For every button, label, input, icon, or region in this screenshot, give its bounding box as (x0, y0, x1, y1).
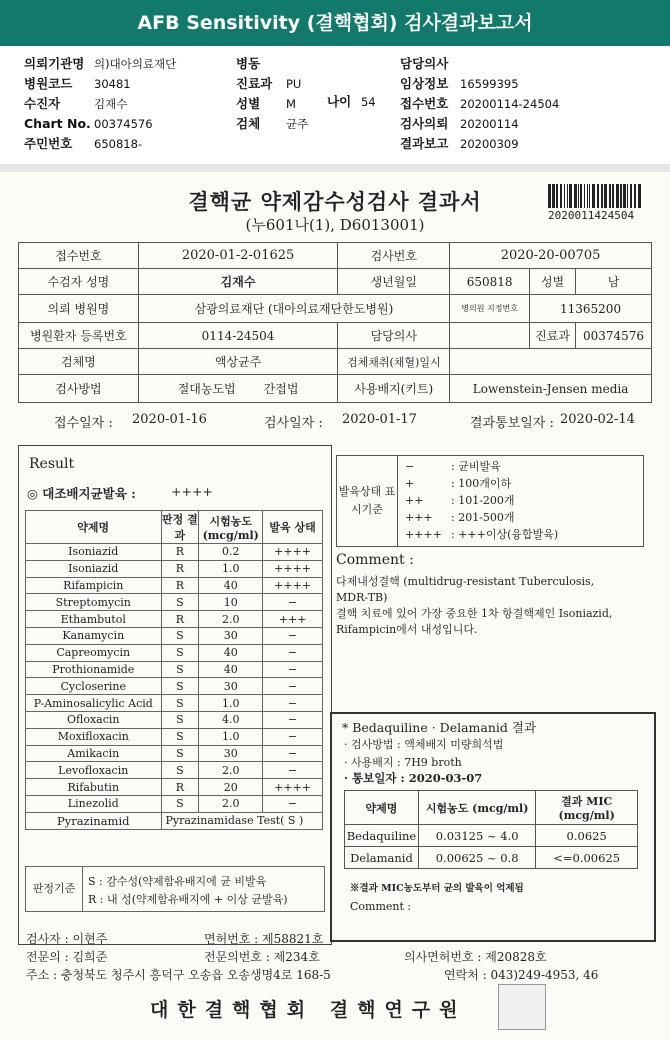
drug-cell-drug: Prothionamide (26, 661, 162, 678)
cell-label: 의뢰 병원명 (19, 295, 139, 323)
method-indirect: 간접법 (263, 382, 299, 396)
growth-symbol: + (405, 477, 415, 490)
drug-cell-g: +++ (263, 611, 323, 628)
info-row (236, 114, 308, 134)
barcode-bar (587, 184, 588, 208)
tested-date-label: 검사일자 : (264, 416, 323, 431)
method-absolute: 절대농도법 (177, 382, 236, 396)
contact: 연락처 : 043)249-4953, 46 (444, 968, 599, 982)
info-label: 병원코드 (24, 76, 73, 91)
cell-label: 담당의사 (338, 323, 450, 349)
growth-description: : +++이상(융합발육) (451, 528, 559, 541)
specialist-number: 전문의번호 : 제234호 (204, 950, 320, 964)
info-value: 20200309 (460, 137, 519, 151)
bed-conc: 0.03125 ~ 4.0 (418, 825, 535, 847)
specimen-name: 액상균주 (138, 349, 338, 375)
drug-cell-c: 30 (199, 745, 263, 762)
control-growth-label: ◎ 대조배지균발육 : (27, 486, 136, 501)
tester: 검사자 : 이현주 (26, 932, 108, 946)
test-method (138, 375, 338, 403)
info-label: 임상정보 (400, 76, 449, 91)
drug-cell-j: R (161, 560, 199, 577)
info-row (400, 134, 559, 154)
bedaquiline-notify-date: · 통보일자 : 2020-03-07 (344, 771, 483, 785)
info-label: 검체 (236, 116, 261, 131)
criteria-label: 판정기준 (26, 867, 83, 911)
table-row (26, 795, 323, 812)
growth-symbol: ++ (405, 494, 424, 507)
bedaquiline-title: * Bedaquiline · Delamanid 결과 (342, 720, 537, 735)
drug-cell-j: S (161, 644, 199, 661)
info-label: Chart No. (24, 116, 91, 131)
info-label: 의뢰기관명 (24, 56, 85, 71)
barcode-bar (560, 184, 562, 208)
info-value: 00374576 (94, 117, 153, 131)
doctor-value (450, 323, 530, 349)
barcode-bar (630, 184, 632, 208)
growth-criteria-box (336, 455, 644, 547)
barcode-bar (609, 184, 611, 208)
age-label: 나이 (327, 94, 352, 109)
sex-value: 남 (576, 269, 652, 295)
barcode-image (548, 184, 644, 208)
barcode-bar (592, 184, 595, 208)
info-row (400, 94, 559, 114)
info-row (24, 94, 176, 114)
barcode-bar (584, 184, 585, 208)
drug-cell-g: ++++ (263, 544, 323, 561)
drug-cell-g: ++++ (263, 779, 323, 796)
drug-cell-drug: Streptomycin (26, 594, 162, 611)
bedaquiline-medium: · 사용배지 : 7H9 broth (344, 756, 462, 769)
growth-symbol: ++++ (405, 528, 442, 541)
drug-cell-c: 1.0 (199, 560, 263, 577)
barcode-bar (623, 184, 626, 208)
bedaquiline-table (344, 790, 638, 869)
header-drug: 약제명 (345, 791, 419, 825)
cell-label: 검체채취(채혈)일시 (338, 349, 450, 375)
barcode-bar (638, 184, 641, 208)
growth-criteria-label: 발육상태 표시기준 (337, 456, 398, 546)
info-value: 의)대아의료재단 (94, 57, 177, 71)
growth-criteria-item (405, 492, 558, 509)
info-row (400, 114, 559, 134)
cell-label: 검사방법 (19, 375, 139, 403)
footer-line2 (26, 948, 646, 965)
culture-medium: Lowenstein-Jensen media (450, 375, 652, 403)
footer-line1 (26, 930, 324, 947)
pza-test: Pyrazinamidase Test( S ) (161, 812, 323, 829)
barcode-bar (612, 184, 614, 208)
barcode-bar (604, 184, 607, 208)
table-row (26, 779, 323, 796)
info-label: 검사의뢰 (400, 116, 449, 131)
hospital-designation-number: 11365200 (530, 295, 652, 323)
info-value: 20200114 (460, 117, 519, 131)
barcode-bar (589, 184, 590, 208)
section-divider (0, 164, 670, 172)
barcode-bar (620, 184, 622, 208)
table-row (26, 627, 323, 644)
drug-cell-j: R (161, 544, 199, 561)
drug-cell-g: − (263, 711, 323, 728)
barcode-bar (578, 184, 579, 208)
drug-cell-g: − (263, 661, 323, 678)
drug-cell-c: 30 (199, 627, 263, 644)
cell-label: 병원환자 등록번호 (19, 323, 139, 349)
header-concentration: 시험농도 (mcg/ml) (199, 511, 263, 544)
drug-cell-drug: Levofloxacin (26, 762, 162, 779)
table-row (26, 644, 323, 661)
bedaquiline-comment-label: Comment : (350, 900, 412, 913)
table-row (26, 544, 323, 561)
drug-cell-drug: Linezolid (26, 795, 162, 812)
tested-date: 2020-01-17 (342, 412, 417, 427)
barcode-bar (601, 184, 603, 208)
control-growth-value: ++++ (171, 484, 213, 499)
drug-cell-c: 40 (199, 661, 263, 678)
bed-mic: 0.0625 (536, 825, 638, 847)
age-field (327, 92, 376, 112)
reported-date: 2020-02-14 (560, 412, 635, 427)
drug-cell-j: S (161, 594, 199, 611)
reported-date-label: 결과통보일자 : (470, 416, 554, 431)
drug-cell-g: − (263, 762, 323, 779)
drug-cell-g: − (263, 678, 323, 695)
drug-cell-c: 0.2 (199, 544, 263, 561)
comment-line: 다제내성결핵 (multidrug-resistant Tuberculosis, (336, 575, 595, 588)
drug-cell-j: S (161, 762, 199, 779)
barcode-bar (580, 184, 582, 208)
drug-cell-c: 30 (199, 678, 263, 695)
drug-cell-j: R (161, 577, 199, 594)
barcode-bar (552, 184, 555, 208)
growth-criteria-item (405, 509, 558, 526)
drug-cell-drug: Moxifloxacin (26, 728, 162, 745)
barcode-bar (597, 184, 599, 208)
del-drug: Delamanid (345, 847, 419, 869)
cell-label: 접수번호 (19, 243, 139, 269)
cell-label: 진료과 (530, 323, 576, 349)
info-row (400, 54, 559, 74)
drug-cell-drug: Kanamycin (26, 627, 162, 644)
result-section (18, 445, 332, 945)
info-value: 30481 (94, 77, 131, 91)
growth-description: : 100개이하 (451, 477, 512, 490)
table-row (26, 560, 323, 577)
barcode-bar (548, 184, 551, 208)
drug-cell-c: 1.0 (199, 728, 263, 745)
barcode-bar (616, 184, 619, 208)
drug-cell-c: 4.0 (199, 711, 263, 728)
receipt-number: 2020-01-2-01625 (138, 243, 338, 269)
info-value: PU (286, 77, 302, 91)
info-row (24, 114, 176, 134)
drug-cell-j: S (161, 627, 199, 644)
drug-cell-c: 20 (199, 779, 263, 796)
license-number: 면허번호 : 제58821호 (204, 932, 324, 946)
drug-cell-g: − (263, 627, 323, 644)
test-number: 2020-20-00705 (450, 243, 652, 269)
del-mic: <=0.00625 (536, 847, 638, 869)
drug-cell-g: − (263, 594, 323, 611)
drug-cell-drug: Amikacin (26, 745, 162, 762)
barcode-bar (564, 184, 565, 208)
growth-description: : 101-200개 (451, 494, 515, 507)
barcode-bar (569, 184, 572, 208)
growth-criteria-item (405, 526, 558, 543)
drug-cell-drug: Rifabutin (26, 779, 162, 796)
drug-cell-c: 2.0 (199, 795, 263, 812)
drug-cell-j: S (161, 728, 199, 745)
address: 주소 : 충청북도 청주시 흥덕구 오송읍 오송생명4로 168-5 (26, 968, 331, 982)
patient-info-col3 (400, 54, 559, 154)
growth-criteria-item (405, 475, 558, 492)
bedaquiline-delamanid-box (330, 712, 656, 942)
info-row (236, 74, 308, 94)
drug-cell-j: S (161, 678, 199, 695)
received-date: 2020-01-16 (132, 412, 207, 427)
drug-cell-j: S (161, 745, 199, 762)
patient-info-col1 (24, 54, 176, 154)
organization-name: 대한결핵협회 결핵연구원 (150, 999, 467, 1021)
seal-stamp (498, 984, 546, 1030)
info-row (236, 54, 308, 74)
growth-symbol: +++ (405, 511, 433, 524)
dates-row (18, 408, 652, 434)
barcode-number: 2020011424504 (548, 209, 635, 222)
received-date-label: 접수일자 : (54, 416, 113, 431)
table-row (26, 745, 323, 762)
bed-drug: Bedaquiline (345, 825, 419, 847)
info-value: 650818- (94, 137, 143, 151)
criteria-r: R : 내 성(약제함유배지에 + 이상 균발육) (88, 893, 288, 906)
cell-label: 사용배지(키트) (338, 375, 450, 403)
judgement-criteria (25, 866, 325, 912)
drug-cell-drug: Ofloxacin (26, 711, 162, 728)
drug-cell-g: − (263, 644, 323, 661)
comment-line: MDR-TB) (336, 591, 388, 604)
cell-label: 성별 (530, 269, 576, 295)
header-concentration: 시험농도 (mcg/ml) (418, 791, 535, 825)
table-row (26, 695, 323, 712)
drug-cell-j: S (161, 795, 199, 812)
info-row (24, 54, 176, 74)
cell-label: 검체명 (19, 349, 139, 375)
info-label: 성별 (236, 96, 261, 111)
drug-cell-g: − (263, 795, 323, 812)
result-label: Result (29, 456, 75, 472)
drug-cell-drug: P-Aminosalicylic Acid (26, 695, 162, 712)
hospital-name: 삼광의료재단 (대아의료재단한도병원) (138, 295, 449, 323)
drug-cell-drug: Isoniazid (26, 560, 162, 577)
header-judge: 판정 결과 (161, 511, 199, 544)
barcode-bar (627, 184, 628, 208)
drug-cell-g: − (263, 728, 323, 745)
drug-cell-c: 1.0 (199, 695, 263, 712)
drug-cell-j: S (161, 711, 199, 728)
info-label: 병동 (236, 56, 261, 71)
barcode-bar (556, 184, 558, 208)
specialist: 전문의 : 김희준 (26, 950, 108, 964)
drug-cell-j: R (161, 611, 199, 628)
table-row (26, 577, 323, 594)
info-row (236, 94, 308, 114)
drug-cell-drug: Capreomycin (26, 644, 162, 661)
growth-criteria-item (405, 458, 558, 475)
drug-cell-j: R (161, 779, 199, 796)
drug-cell-drug: Isoniazid (26, 544, 162, 561)
info-value: 16599395 (460, 77, 519, 91)
info-value: 20200114-24504 (460, 97, 560, 111)
drug-cell-j: S (161, 661, 199, 678)
table-row (26, 711, 323, 728)
table-row (26, 678, 323, 695)
patient-name: 김재수 (138, 269, 338, 295)
criteria-s: S : 감수성(약제함유배지에 균 비발육 (88, 875, 267, 888)
info-value: 균주 (286, 117, 309, 131)
comment-line: Rifampicin에서 내성입니다. (336, 623, 478, 636)
specimen-info-table (18, 242, 652, 403)
patient-registration-number: 0114-24504 (138, 323, 338, 349)
footer-line3 (26, 966, 646, 983)
info-label: 접수번호 (400, 96, 449, 111)
drug-cell-j: S (161, 695, 199, 712)
barcode-bar (634, 184, 636, 208)
document-title: 결핵균 약제감수성검사 결과서 (188, 189, 482, 214)
scanned-document (0, 172, 670, 1040)
del-conc: 0.00625 ~ 0.8 (418, 847, 535, 869)
info-label: 담당의사 (400, 56, 449, 71)
growth-symbol: − (405, 460, 415, 473)
table-row (26, 594, 323, 611)
info-row (24, 134, 176, 154)
drug-cell-c: 2.0 (199, 611, 263, 628)
cell-label: 생년월일 (338, 269, 450, 295)
info-value: 김재수 (94, 97, 128, 111)
cell-label: 검사번호 (338, 243, 450, 269)
department-value: 00374576 (576, 323, 652, 349)
table-row (26, 661, 323, 678)
info-row (24, 74, 176, 94)
header-growth: 발육 상태 (263, 511, 323, 544)
birth-date: 650818 (450, 269, 530, 295)
comment-label: Comment : (336, 552, 414, 568)
collection-datetime (450, 349, 652, 375)
info-value: M (286, 97, 296, 111)
comment-section (336, 552, 642, 638)
doctor-license-number: 의사면허번호 : 제20828호 (404, 950, 547, 964)
drug-cell-drug: Rifampicin (26, 577, 162, 594)
drug-cell-c: 2.0 (199, 762, 263, 779)
report-header: AFB Sensitivity (결핵협회) 검사결과보고서 (0, 0, 670, 46)
growth-description: : 균비발육 (451, 460, 501, 473)
cell-label: 수검자 성명 (19, 269, 139, 295)
document-subtitle: (누601나(1), D6013001) (245, 216, 425, 234)
header-drug: 약제명 (26, 511, 162, 544)
mic-note: ※결과 MIC농도부터 균의 발육이 억제됨 (350, 883, 524, 894)
age-value: 54 (360, 95, 376, 109)
barcode-bar (567, 184, 568, 208)
drug-cell-drug: Cycloserine (26, 678, 162, 695)
drug-cell-c: 40 (199, 577, 263, 594)
header-mic: 결과 MIC (mcg/ml) (536, 791, 638, 825)
table-row (26, 762, 323, 779)
cell-label: 병의원 지정번호 (450, 295, 530, 323)
pza-drug: Pyrazinamid (26, 812, 162, 829)
info-label: 결과보고 (400, 136, 449, 151)
bedaquiline-method: · 검사방법 : 액체배지 미량희석법 (344, 738, 504, 751)
info-row (400, 74, 559, 94)
drug-cell-g: ++++ (263, 560, 323, 577)
drug-cell-c: 40 (199, 644, 263, 661)
growth-description: : 201-500개 (451, 511, 515, 524)
info-label: 주민번호 (24, 136, 73, 151)
table-row (26, 611, 323, 628)
drug-cell-g: − (263, 695, 323, 712)
comment-line: 결핵 치료에 있어 가장 중요한 1차 항결핵제인 Isoniazid, (336, 607, 613, 620)
drug-cell-drug: Ethambutol (26, 611, 162, 628)
info-label: 수진자 (24, 96, 61, 111)
drug-cell-c: 10 (199, 594, 263, 611)
table-row (26, 728, 323, 745)
drug-cell-g: − (263, 745, 323, 762)
patient-info-col2 (236, 54, 308, 134)
drug-cell-g: ++++ (263, 577, 323, 594)
barcode-bar (574, 184, 577, 208)
drug-result-table (25, 510, 323, 830)
info-label: 진료과 (236, 76, 273, 91)
